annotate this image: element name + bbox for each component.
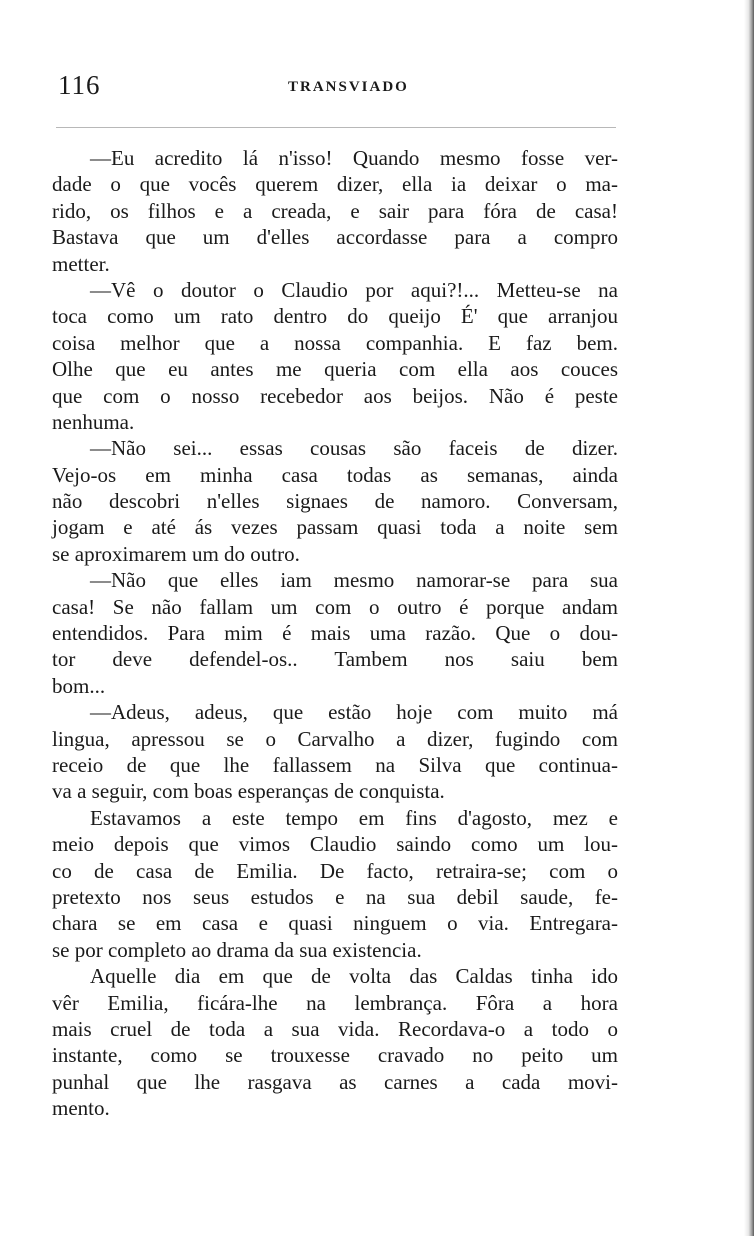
text-line: —Não que elles iam mesmo namorar-se para sua bbox=[90, 568, 618, 593]
text-line: bom... bbox=[52, 673, 106, 698]
text-line: chara se em casa e quasi ninguem o via. Entregara- bbox=[52, 911, 618, 936]
text-line: —Não sei... essas cousas são faceis de dizer. bbox=[90, 436, 618, 461]
text-line: Vejo-os em minha casa todas as semanas, ainda bbox=[52, 462, 618, 487]
text-line: vêr Emilia, ficára-lhe na lembrança. Fôra a hora bbox=[52, 990, 618, 1015]
text-line: Bastava que um d'elles accordasse para a compro bbox=[52, 225, 618, 250]
text-line: instante, como se trouxesse cravado no peito um bbox=[52, 1043, 618, 1068]
text-line: metter. bbox=[52, 251, 110, 276]
page-number: 116 bbox=[58, 70, 101, 100]
text-line: —Adeus, adeus, que estão hoje com muito má bbox=[90, 700, 618, 725]
text-line: se por completo ao drama da sua existencia. bbox=[52, 937, 422, 962]
text-line: co de casa de Emilia. De facto, retraira-se; com o bbox=[52, 858, 618, 883]
text-line: entendidos. Para mim é mais uma razão. Que o dou- bbox=[52, 621, 618, 646]
text-line: lingua, apressou se o Carvalho a dizer, fugindo com bbox=[52, 726, 618, 751]
text-line: toca como um rato dentro do queijo É' que arranjou bbox=[52, 304, 618, 329]
text-line: pretexto nos seus estudos e na sua debil saude, fe- bbox=[52, 884, 618, 909]
header-rule bbox=[56, 127, 616, 128]
text-line: não descobri n'elles signaes de namoro. Conversam, bbox=[52, 489, 618, 514]
text-line: punhal que lhe rasgava as carnes a cada movi- bbox=[52, 1069, 618, 1094]
text-line: mento. bbox=[52, 1096, 110, 1121]
text-line: Aquelle dia em que de volta das Caldas tinha ido bbox=[90, 964, 618, 989]
running-head bbox=[58, 70, 618, 104]
running-title: TRANSVIADO bbox=[288, 79, 409, 95]
text-line: —Eu acredito lá n'isso! Quando mesmo fosse ver- bbox=[90, 146, 618, 170]
text-line: meio depois que vimos Claudio saindo como um lou- bbox=[52, 832, 618, 857]
text-line: dade o que vocês querem dizer, ella ia deixar o ma- bbox=[52, 172, 618, 197]
page-edge-shadow bbox=[744, 0, 754, 1236]
text-line: tor deve defendel-os.. Tambem nos saiu bem bbox=[52, 647, 618, 672]
text-line: casa! Se não fallam um com o outro é porque andam bbox=[52, 594, 618, 619]
text-line: jogam e até ás vezes passam quasi toda a noite sem bbox=[52, 515, 618, 540]
text-line: se aproximarem um do outro. bbox=[52, 541, 300, 566]
text-line: coisa melhor que a nossa companhia. E faz bem. bbox=[52, 330, 618, 355]
text-line: rido, os filhos e a creada, e sair para fóra de casa! bbox=[52, 198, 618, 223]
text-line: mais cruel de toda a sua vida. Recordava-o a todo o bbox=[52, 1016, 618, 1041]
text-line: que com o nosso recebedor aos beijos. Não é peste bbox=[52, 383, 618, 408]
text-line: receio de que lhe fallassem na Silva que continua- bbox=[52, 752, 618, 777]
text-line: va a seguir, com boas esperanças de conquista. bbox=[52, 779, 445, 804]
text-line: Olhe que eu antes me queria com ella aos couces bbox=[52, 357, 618, 382]
body-text bbox=[52, 145, 618, 1121]
text-line: nenhuma. bbox=[52, 409, 135, 434]
text-line: —Vê o doutor o Claudio por aqui?!... Metteu-se na bbox=[90, 277, 618, 302]
text-line: Estavamos a este tempo em fins d'agosto, mez e bbox=[90, 805, 618, 830]
